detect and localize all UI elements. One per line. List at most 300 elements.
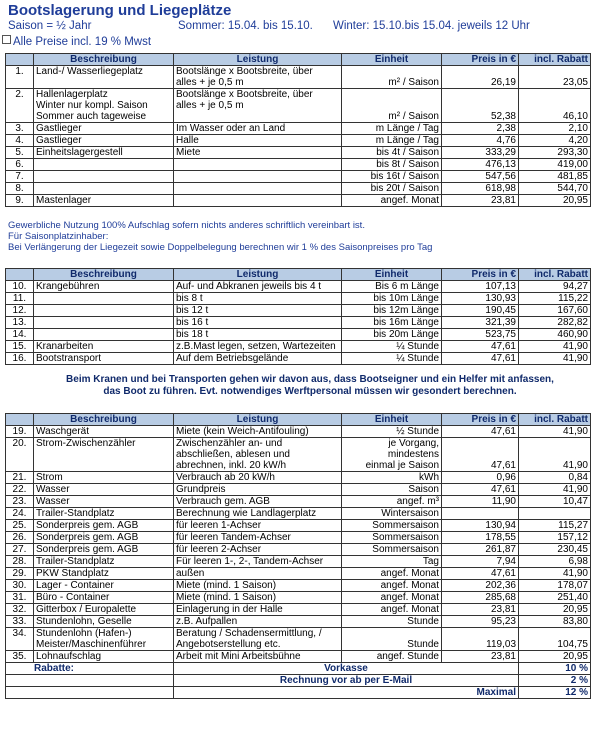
discount-row [6,687,591,699]
row-number: 32. [12,604,27,615]
row-description-cell [34,135,174,147]
row-number: 30. [12,580,27,591]
row-unit: bis 20m Länge [373,329,439,340]
row-price: 47,61 [490,484,516,495]
row-service-cell [174,305,342,317]
row-price: 107,13 [485,281,516,292]
row-price: 261,87 [485,544,516,555]
row-discount-price-cell [519,135,591,147]
row-discount-price-cell [519,544,591,556]
row-price: 618,98 [485,183,516,194]
row-unit: m Länge / Tag [375,135,439,146]
row-number: 25. [12,520,27,531]
row-number: 34. [12,628,27,639]
row-number-cell [6,616,34,628]
row-price-cell [442,616,519,628]
row-description-cell [34,472,174,484]
row-discount-price: 251,40 [557,592,588,603]
header-cell: Einheit [342,414,442,426]
row-service-cell [174,592,342,604]
row-number: 15. [12,341,27,352]
row-unit: m² / Saison [388,77,439,88]
row-number: 24. [12,508,27,519]
row-description: Gitterbox / Europalette [36,604,137,615]
row-discount-price: 41,90 [562,353,588,364]
row-price-cell [442,159,519,171]
row-description: Lager - Container [36,580,114,591]
row-service: Beratung / Schadensermittlung, / [176,628,322,639]
row-discount-price-cell [519,580,591,592]
row-unit: je Vorgang, [388,438,439,449]
row-description: Land-/ Wasserliegeplatz [36,66,143,77]
row-price-cell [442,592,519,604]
row-service-cell [174,616,342,628]
table-row [6,195,591,207]
row-discount-price: 4,20 [568,135,588,146]
row-price: 23,81 [490,651,516,662]
row-unit-cell [342,89,442,123]
row-number: 21. [12,472,27,483]
row-number: 11. [12,293,27,304]
row-service-cell [174,293,342,305]
table-row [6,568,591,580]
row-unit: ¼ Stunde [396,353,439,364]
row-discount-price: 10,47 [562,496,588,507]
row-number-cell [6,89,34,123]
note-line: Gewerbliche Nutzung 100% Aufschlag sofern nichts anderes schriftlich vereinbart ist. [8,220,365,231]
row-price: 47,61 [490,568,516,579]
row-unit-cell [342,305,442,317]
row-discount-price-cell [519,147,591,159]
discount-value-cell: 2 % [519,675,591,687]
row-service-cell [174,89,342,123]
discount-row [6,663,591,675]
table-row [6,604,591,616]
row-unit: ¼ Stunde [396,341,439,352]
row-service-cell [174,171,342,183]
row-discount-price: 46,10 [562,111,588,122]
header-cell: Beschreibung [34,54,174,66]
row-price-cell [442,341,519,353]
row-unit: Bis 6 m Länge [375,281,439,292]
row-unit: angef. Monat [380,592,439,603]
table-row [6,508,591,520]
row-service-cell [174,520,342,532]
row-discount-price: 94,27 [562,281,588,292]
row-discount-price-cell [519,317,591,329]
table-row [6,544,591,556]
row-description-cell [34,544,174,556]
table-row [6,317,591,329]
row-price: 547,56 [485,171,516,182]
row-unit: bis 16t / Saison [370,171,439,182]
row-unit-cell [342,496,442,508]
row-price: 333,29 [485,147,516,158]
row-description-cell [34,195,174,207]
row-discount-price-cell [519,353,591,365]
row-discount-price-cell [519,89,591,123]
row-description-cell [34,484,174,496]
row-unit-cell [342,171,442,183]
row-service-cell [174,123,342,135]
header-cell: incl. Rabatt [519,54,591,66]
row-discount-price: 230,45 [557,544,588,555]
row-description-cell [34,353,174,365]
row-price-cell [442,135,519,147]
header-cell: Preis in € [442,269,519,281]
row-number-cell [6,568,34,580]
row-description: Sonderpreis gem. AGB [36,532,139,543]
row-unit: einmal je Saison [365,460,439,471]
row-description-cell [34,508,174,520]
row-description: Sonderpreis gem. AGB [36,544,139,555]
row-price: 285,68 [485,592,516,603]
row-number-cell [6,508,34,520]
table-row [6,66,591,89]
row-description-cell [34,426,174,438]
table-row [6,616,591,628]
row-description: Einheitslagergestell [36,147,123,158]
row-service: abrechnen, inkl. 20 kW/h [176,460,287,471]
header-cell: Preis in € [442,414,519,426]
row-discount-price: 6,98 [568,556,588,567]
row-discount-price: 481,85 [557,171,588,182]
row-price: 26,19 [490,77,516,88]
row-unit-cell [342,438,442,472]
row-discount-price: 282,82 [557,317,588,328]
row-service: Arbeit mit Mini Arbeitsbühne [176,651,301,662]
row-description-cell [34,496,174,508]
note-line: das Boot zu führen. Evt. notwendiges Werftpersonal müssen wir gesondert berechnen. [103,386,517,397]
row-description: Hallenlagerplatz [36,89,108,100]
row-discount-price: 20,95 [562,195,588,206]
row-service: alles + je 0,5 m [176,77,244,88]
row-number-cell [6,135,34,147]
row-service-cell [174,604,342,616]
row-description-cell [34,123,174,135]
row-discount-price-cell [519,508,591,520]
row-service: Bootslänge x Bootsbreite, über [176,66,313,77]
row-price: 523,75 [485,329,516,340]
row-unit: ½ Stunde [396,426,439,437]
discount-label-cell: Rabatte: [6,663,174,675]
table-header-row [6,54,591,66]
row-price-cell [442,651,519,663]
row-price-cell [442,628,519,651]
row-description-cell [34,556,174,568]
row-description: Sonderpreis gem. AGB [36,520,139,531]
row-price-cell [442,171,519,183]
row-unit-cell [342,317,442,329]
row-service: Berechnung wie Landlagerplatz [176,508,317,519]
row-number: 12. [12,305,27,316]
row-service-cell [174,426,342,438]
row-discount-price: 419,00 [557,159,588,170]
row-description-cell [34,293,174,305]
row-service: Miete [176,147,201,158]
row-service: Verbrauch gem. AGB [176,496,270,507]
row-unit-cell [342,341,442,353]
row-price-cell [442,568,519,580]
row-number-cell [6,66,34,89]
row-service: für leeren 2-Achser [176,544,262,555]
row-service: z.B.Mast legen, setzen, Wartezeiten [176,341,336,352]
row-unit-cell [342,123,442,135]
row-service-cell [174,496,342,508]
row-number: 7. [15,171,24,182]
row-description-cell [34,651,174,663]
row-service: bis 16 t [176,317,209,328]
row-unit-cell [342,426,442,438]
row-discount-price: 115,22 [558,293,588,304]
row-discount-price-cell [519,484,591,496]
row-number: 13. [12,317,27,328]
row-number: 10. [12,281,27,292]
row-service-cell [174,317,342,329]
note-line: Bei Verlängerung der Liegezeit sowie Doppelbelegung berechnen wir 1 % des Saisonpreises pro Tag [8,242,433,253]
row-discount-price: 115,27 [558,520,588,531]
row-description-cell [34,171,174,183]
discount-text-cell: Vorkasse [174,663,519,675]
header-cell: Leistung [174,269,342,281]
header-cell: Leistung [174,414,342,426]
row-price-cell [442,317,519,329]
table-row [6,183,591,195]
row-unit-cell [342,484,442,496]
row-price: 2,38 [496,123,516,134]
row-price: 130,94 [485,520,516,531]
row-discount-price: 460,90 [557,329,588,340]
row-service-cell [174,183,342,195]
table-row [6,353,591,365]
row-description: Winter nur kompl. Saison [36,100,148,111]
discount-row [6,675,591,687]
row-unit: bis 10m Länge [373,293,439,304]
row-number-cell [6,353,34,365]
row-discount-price-cell [519,183,591,195]
row-description: Gastlieger [36,135,82,146]
row-service-cell [174,147,342,159]
row-number-cell [6,604,34,616]
row-service: Für leeren 1-, 2-, Tandem-Achser [176,556,324,567]
row-price: 0,96 [496,472,516,483]
row-service: bis 18 t [176,329,209,340]
row-service: alles + je 0,5 m [176,100,244,111]
row-service-cell [174,580,342,592]
header-cell: Preis in € [442,54,519,66]
page-title: Bootslagerung und Liegeplätze [8,2,232,19]
row-number-cell [6,472,34,484]
row-number: 2. [15,89,24,100]
header-cell: Leistung [174,54,342,66]
row-price: 7,94 [496,556,516,567]
row-price: 47,61 [490,460,516,471]
row-price: 178,55 [485,532,516,543]
row-service-cell [174,438,342,472]
row-discount-price: 20,95 [562,604,588,615]
row-price: 190,45 [485,305,516,316]
row-service-cell [174,281,342,293]
row-number-cell [6,195,34,207]
row-number-cell [6,520,34,532]
row-number-cell [6,544,34,556]
header-cell [6,269,34,281]
note-line: Beim Kranen und bei Transporten gehen wir davon aus, dass Bootseigner und ein Helfer mit anfassen, [66,374,554,385]
row-number: 33. [12,616,27,627]
row-description-cell [34,580,174,592]
row-price-cell [442,496,519,508]
row-service: abschließen, ablesen und [176,449,290,460]
row-unit-cell [342,520,442,532]
row-price-cell [442,195,519,207]
row-description: Büro - Container [36,592,110,603]
header-cell: incl. Rabatt [519,269,591,281]
row-unit: m² / Saison [388,111,439,122]
row-service-cell [174,353,342,365]
row-description: Bootstransport [36,353,102,364]
row-price: 11,90 [491,496,516,507]
row-number-cell [6,147,34,159]
row-description-cell [34,159,174,171]
row-discount-price-cell [519,520,591,532]
row-unit-cell [342,183,442,195]
row-price: 202,36 [485,580,516,591]
discount-label-cell [6,687,174,699]
row-discount-price-cell [519,426,591,438]
row-service: Angebotserstellung etc. [176,639,281,650]
winter-period: Winter: 15.10.bis 15.04. jeweils 12 Uhr [333,20,530,32]
row-number-cell [6,556,34,568]
row-unit: angef. Monat [380,604,439,615]
row-unit-cell [342,135,442,147]
row-discount-price-cell [519,66,591,89]
row-number: 26. [12,532,27,543]
table-row [6,305,591,317]
row-unit: Stunde [407,616,439,627]
row-service-cell [174,628,342,651]
price-table-services [5,413,591,699]
row-unit: Sommersaison [372,520,439,531]
row-service: Einlagerung in der Halle [176,604,283,615]
row-number-cell [6,341,34,353]
row-unit-cell [342,329,442,341]
row-price: 52,38 [490,111,516,122]
row-service: Bootslänge x Bootsbreite, über [176,89,313,100]
table-row [6,580,591,592]
row-discount-price-cell [519,293,591,305]
row-service-cell [174,135,342,147]
row-description: Trailer-Standplatz [36,508,115,519]
row-service: Auf dem Betriebsgelände [176,353,289,364]
row-discount-price: 157,12 [557,532,588,543]
row-price-cell [442,147,519,159]
table-header-row [6,269,591,281]
row-number-cell [6,651,34,663]
row-unit: bis 8t / Saison [376,159,439,170]
row-price-cell [442,66,519,89]
table-row [6,89,591,123]
row-number-cell [6,171,34,183]
table-row [6,532,591,544]
row-price-cell [442,604,519,616]
row-price-cell [442,508,519,520]
row-unit: angef. Stunde [376,651,439,662]
row-number: 9. [15,195,24,206]
row-number-cell [6,496,34,508]
row-description: Waschgerät [36,426,89,437]
row-unit: Saison [408,484,439,495]
row-number-cell [6,305,34,317]
row-service: Zwischenzähler an- und [176,438,283,449]
row-discount-price-cell [519,305,591,317]
row-description-cell [34,66,174,89]
row-description-cell [34,592,174,604]
row-description: Trailer-Standplatz [36,556,115,567]
row-price-cell [442,556,519,568]
row-number: 28. [12,556,27,567]
row-service: Miete (mind. 1 Saison) [176,580,277,591]
row-price: 47,61 [490,426,516,437]
row-service: z.B. Aufpallen [176,616,238,627]
season-label: Saison = ½ Jahr [8,20,92,32]
row-discount-price-cell [519,532,591,544]
row-description: Mastenlager [36,195,92,206]
note-line: Für Saisonplatzinhaber: [8,231,109,242]
row-discount-price-cell [519,604,591,616]
row-unit: Wintersaison [381,508,439,519]
discount-value-cell: 10 % [519,663,591,675]
row-number: 8. [15,183,24,194]
row-discount-price-cell [519,472,591,484]
row-discount-price-cell [519,628,591,651]
table-row [6,472,591,484]
row-unit-cell [342,568,442,580]
row-discount-price: 41,90 [562,426,588,437]
row-price-cell [442,472,519,484]
row-discount-price: 544,70 [557,183,588,194]
row-description-cell [34,341,174,353]
table-row [6,281,591,293]
row-unit: bis 20t / Saison [370,183,439,194]
row-price-cell [442,520,519,532]
row-unit-cell [342,472,442,484]
row-discount-price-cell [519,281,591,293]
row-number-cell [6,592,34,604]
row-unit-cell [342,159,442,171]
table-row [6,123,591,135]
row-description-cell [34,604,174,616]
table-row [6,147,591,159]
table-row [6,651,591,663]
table-row [6,341,591,353]
table-row [6,556,591,568]
table-row [6,496,591,508]
row-price-cell [442,281,519,293]
row-unit: Stunde [407,639,439,650]
row-price: 119,03 [486,639,516,650]
row-discount-price-cell [519,123,591,135]
table-row [6,135,591,147]
row-description-cell [34,438,174,472]
row-price-cell [442,353,519,365]
row-unit-cell [342,592,442,604]
row-discount-price: 23,05 [562,77,588,88]
row-price-cell [442,438,519,472]
row-description: Gastlieger [36,123,82,134]
row-price: 4,76 [496,135,516,146]
row-number-cell [6,281,34,293]
row-discount-price: 178,07 [557,580,588,591]
